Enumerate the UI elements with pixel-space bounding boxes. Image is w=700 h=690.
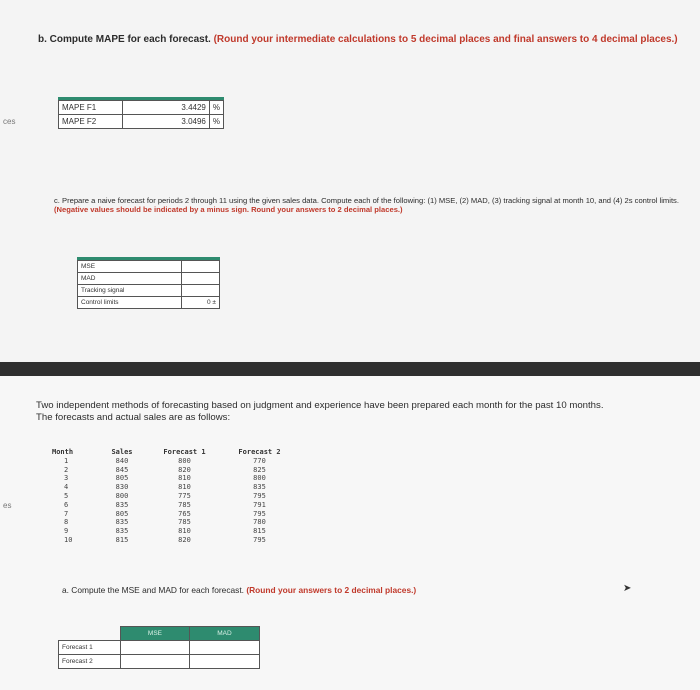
part-c-row-mse [78,261,220,273]
month-cell: 2 [64,465,69,474]
data-table-row [52,501,297,510]
sales-cell: 805 [115,509,129,518]
sales-cell: 800 [115,491,129,500]
part-c-note: (Negative values should be indicated by a minus sign. Round your answers to 2 decimal places.) [54,205,403,215]
part-a-prompt [62,585,682,595]
forecast1-cell: 810 [178,474,191,483]
forecast1-cell: 810 [178,527,191,536]
month-cell: 4 [64,483,69,492]
sales-cell: 845 [115,465,129,474]
forecast2-cell: 800 [253,474,266,483]
control-limits-label: Control limits [78,297,182,309]
part-a-note: (Round your answers to 2 decimal places.) [246,585,417,595]
forecast2-label: Forecast 2 [59,655,121,669]
sales-cell: 805 [115,474,129,483]
forecast1-cell: 775 [178,491,191,500]
sales-cell: 835 [115,527,129,536]
part-b-question: b. Compute MAPE for each forecast. [38,34,211,45]
mse-column-header: MSE [121,627,190,641]
forecast2-cell: 815 [253,527,266,536]
forecast1-cell: 785 [178,518,191,527]
mad-label: MAD [78,273,182,285]
data-table-row [52,527,297,536]
data-table-header-row [52,448,297,457]
part-a-corner [59,627,121,641]
month-cell: 7 [64,509,69,518]
mape-table [58,100,224,129]
cropped-side-label: es [3,501,12,510]
forecast2-cell: 795 [253,491,266,500]
part-a-row-forecast1 [59,641,260,655]
col-forecast1-header: Forecast 1 [163,448,206,456]
forecast1-label: Forecast 1 [59,641,121,655]
mape-f2-label: MAPE F2 [59,115,123,129]
forecast2-mad-input[interactable] [189,655,259,669]
part-c-prompt [54,196,684,214]
mape-f2-unit: % [209,115,223,129]
col-month-header: Month [52,448,74,456]
part-b-prompt [38,34,678,46]
sales-cell: 835 [115,500,129,509]
forecast1-cell: 810 [178,483,191,492]
forecast2-cell: 791 [253,500,266,509]
tracking-signal-label: Tracking signal [78,285,182,297]
month-cell: 5 [64,491,69,500]
mape-f2-input[interactable]: 3.0496 [123,115,210,129]
part-a-table [58,626,260,669]
forecast1-mad-input[interactable] [189,641,259,655]
data-table-row [52,536,297,545]
forecast2-cell: 770 [253,456,266,465]
month-cell: 10 [64,535,73,544]
sales-cell: 835 [115,518,129,527]
sales-cell: 830 [115,483,129,492]
forecast2-cell: 835 [253,483,266,492]
month-cell: 6 [64,500,69,509]
part-c-question: c. Prepare a naive forecast for periods 2 through 11 using the given sales data. Compute each of the following: (1) MSE, (2) MAD, (3) tracking signal at month 10, and (4) 2s control limits. [54,196,679,205]
data-table-row [52,466,297,475]
part-c-row-control [78,297,220,309]
part-c-table [77,260,220,309]
data-table-row [52,492,297,501]
cropped-side-label: ces [3,117,16,126]
mse-input[interactable] [182,261,220,273]
part-a-question: a. Compute the MSE and MAD for each forecast. [62,585,245,595]
forecast1-cell: 820 [178,535,191,544]
month-cell: 9 [64,527,69,536]
sales-cell: 840 [115,456,129,465]
tracking-signal-input[interactable] [182,285,220,297]
month-cell: 3 [64,474,69,483]
data-table-row [52,483,297,492]
mad-input[interactable] [182,273,220,285]
forecast1-mse-input[interactable] [121,641,190,655]
forecast2-mse-input[interactable] [121,655,190,669]
forecast1-cell: 765 [178,509,191,518]
sales-cell: 815 [115,535,129,544]
part-a-header-row [59,627,260,641]
part-a-row-forecast2 [59,655,260,669]
part-c-row-tracking [78,285,220,297]
data-table-row [52,510,297,519]
mape-f1-label: MAPE F1 [59,101,123,115]
month-cell: 8 [64,518,69,527]
data-table-row [52,474,297,483]
data-table-row [52,457,297,466]
forecast1-cell: 820 [178,465,191,474]
data-table-row [52,518,297,527]
mad-column-header: MAD [189,627,259,641]
month-cell: 1 [64,456,69,465]
mape-row-f1 [59,101,224,115]
part-c-row-mad [78,273,220,285]
forecast1-cell: 785 [178,500,191,509]
part-b-note: (Round your intermediate calculations to 5 decimal places and final answers to 4 decimal places.) [213,34,678,45]
forecast2-cell: 795 [253,509,266,518]
mse-label: MSE [78,261,182,273]
bottom-screenshot-panel [0,376,700,690]
forecast2-cell: 780 [253,518,266,527]
forecast-data-table [52,448,297,545]
intro-line-2: The forecasts and actual sales are as follows: [36,411,231,423]
col-sales-header: Sales [111,448,133,456]
mape-f1-unit: % [209,101,223,115]
col-forecast2-header: Forecast 2 [238,448,281,456]
intro-line-1: Two independent methods of forecasting based on judgment and experience have been prepared each month for the past 10 months. [36,400,604,411]
cursor-arrow-icon: ➤ [623,583,632,594]
forecast2-cell: 795 [253,535,266,544]
mape-f1-input[interactable]: 3.4429 [123,101,210,115]
mape-row-f2 [59,115,224,129]
forecast1-cell: 800 [178,456,191,465]
control-limits-input[interactable]: 0 ± [182,297,220,309]
intro-text [36,400,686,423]
forecast2-cell: 825 [253,465,266,474]
